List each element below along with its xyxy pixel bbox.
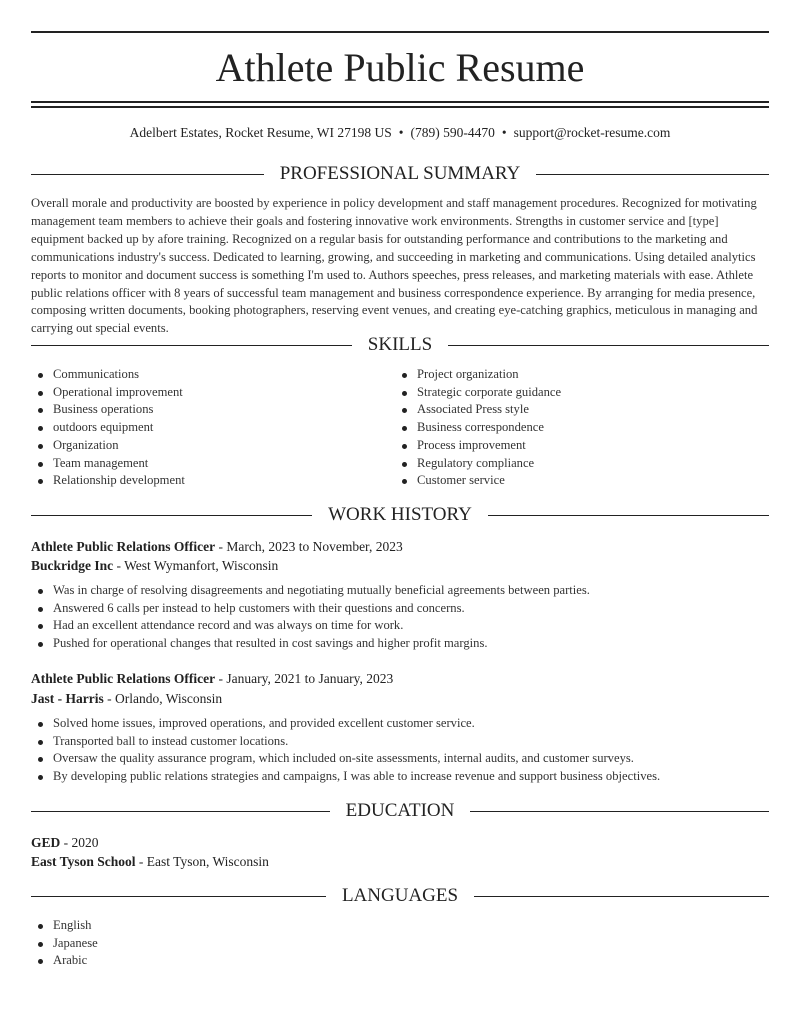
skill-item: Associated Press style bbox=[395, 401, 769, 419]
skill-item: outdoors equipment bbox=[31, 419, 391, 437]
skill-item: Operational improvement bbox=[31, 384, 391, 402]
title-rule-upper bbox=[31, 101, 769, 103]
summary-text: Overall morale and productivity are boosted by experience in policy development and staff management procedures. Recognized for motivating management team members to achieve their goals and fostering innovative work environments. Strengths in customer service and [type] equipment backed up by afore training. Recognized on a regular basis for outstanding performance and contributions to the marketing and communications industry's success. Dedicated to learning, growing, and succeeding in marketing and communications. Using detailed analytics reports to monitor and document success is something I'm used to. Authors speeches, press releases, and marketing materials with ease. Athlete public relations officer with 8 years of successful team management and business correspondence experience. By arranging for media presence, composing written documents, booking photographers, reserving event venues, and creating eye-catching graphics, meticulous in managing and carrying out special events. bbox=[31, 196, 758, 336]
education-degree-line bbox=[31, 833, 769, 852]
contact-separator: • bbox=[501, 125, 507, 140]
language-item: Japanese bbox=[31, 935, 769, 953]
languages-list bbox=[31, 917, 769, 970]
job-bullet: Transported ball to instead customer locations. bbox=[31, 733, 769, 751]
job-company: Jast - Harris bbox=[31, 691, 104, 706]
section-heading-skills bbox=[31, 333, 769, 357]
education-school: East Tyson School bbox=[31, 854, 136, 869]
top-rule bbox=[31, 31, 769, 33]
skill-item: Communications bbox=[31, 366, 391, 384]
job-bullet: Pushed for operational changes that resulted in cost savings and higher profit margins. bbox=[31, 635, 769, 653]
skill-item: Business correspondence bbox=[395, 419, 769, 437]
heading-rule-right bbox=[448, 345, 769, 346]
resume-title: Athlete Public Resume bbox=[215, 45, 585, 90]
contact-address: Adelbert Estates, Rocket Resume, WI 27198 US bbox=[129, 125, 392, 140]
education-degree: GED bbox=[31, 835, 61, 850]
job-dates: - March, 2023 to November, 2023 bbox=[215, 539, 403, 554]
education-location: - East Tyson, Wisconsin bbox=[135, 854, 269, 869]
job-title: Athlete Public Relations Officer bbox=[31, 539, 216, 554]
skill-item: Project organization bbox=[395, 366, 769, 384]
section-title-work: WORK HISTORY bbox=[328, 504, 472, 525]
heading-rule-right bbox=[474, 896, 769, 897]
skill-item: Strategic corporate guidance bbox=[395, 384, 769, 402]
skill-item: Process improvement bbox=[395, 437, 769, 455]
job-bullet: Solved home issues, improved operations, and provided excellent customer service. bbox=[31, 715, 769, 733]
job-title-line bbox=[31, 669, 769, 688]
job-bullet: Had an excellent attendance record and was always on time for work. bbox=[31, 617, 769, 635]
section-title-education: EDUCATION bbox=[345, 800, 455, 821]
job-title: Athlete Public Relations Officer bbox=[31, 671, 216, 686]
section-title-languages: LANGUAGES bbox=[341, 885, 459, 906]
heading-rule-right bbox=[536, 174, 769, 175]
job-bullet: By developing public relations strategies and campaigns, I was able to increase revenue and support business objectives. bbox=[31, 768, 769, 786]
job-bullets bbox=[31, 715, 769, 786]
job-bullet: Oversaw the quality assurance program, which included on-site assessments, internal audits, and customer surveys. bbox=[31, 750, 769, 768]
section-heading-summary bbox=[31, 162, 769, 186]
skill-item: Regulatory compliance bbox=[395, 455, 769, 473]
contact-email: support@rocket-resume.com bbox=[513, 125, 671, 140]
job-company: Buckridge Inc bbox=[31, 558, 114, 573]
contact-separator: • bbox=[398, 125, 404, 140]
title-rule-lower bbox=[31, 106, 769, 108]
language-item: English bbox=[31, 917, 769, 935]
section-heading-work bbox=[31, 503, 769, 527]
skill-item: Relationship development bbox=[31, 472, 391, 490]
skill-item: Business operations bbox=[31, 401, 391, 419]
section-title-skills: SKILLS bbox=[367, 334, 433, 355]
heading-rule-right bbox=[488, 515, 769, 516]
section-title-summary: PROFESSIONAL SUMMARY bbox=[279, 163, 521, 184]
job-location: - Orlando, Wisconsin bbox=[103, 691, 223, 706]
job-company-line bbox=[31, 556, 769, 575]
skill-item: Customer service bbox=[395, 472, 769, 490]
skill-item: Organization bbox=[31, 437, 391, 455]
job-title-line bbox=[31, 537, 769, 556]
job-bullet: Was in charge of resolving disagreements and negotiating mutually beneficial agreements between parties. bbox=[31, 582, 769, 600]
job-dates: - January, 2021 to January, 2023 bbox=[215, 671, 394, 686]
job-company-line bbox=[31, 689, 769, 708]
heading-rule-left bbox=[31, 515, 312, 516]
heading-rule-left bbox=[31, 174, 264, 175]
heading-rule-left bbox=[31, 811, 330, 812]
skills-list-left bbox=[31, 366, 391, 490]
section-heading-languages bbox=[31, 884, 769, 908]
heading-rule-right bbox=[470, 811, 769, 812]
heading-rule-left bbox=[31, 896, 326, 897]
job-bullet: Answered 6 calls per instead to help customers with their questions and concerns. bbox=[31, 600, 769, 618]
skills-list-right bbox=[395, 366, 769, 490]
contact-line bbox=[31, 124, 769, 142]
contact-phone: (789) 590-4470 bbox=[410, 125, 495, 140]
job-bullets bbox=[31, 582, 769, 653]
education-year: - 2020 bbox=[60, 835, 99, 850]
heading-rule-left bbox=[31, 345, 352, 346]
language-item: Arabic bbox=[31, 952, 769, 970]
skill-item: Team management bbox=[31, 455, 391, 473]
section-heading-education bbox=[31, 799, 769, 823]
job-location: - West Wymanfort, Wisconsin bbox=[113, 558, 279, 573]
education-school-line bbox=[31, 852, 769, 871]
